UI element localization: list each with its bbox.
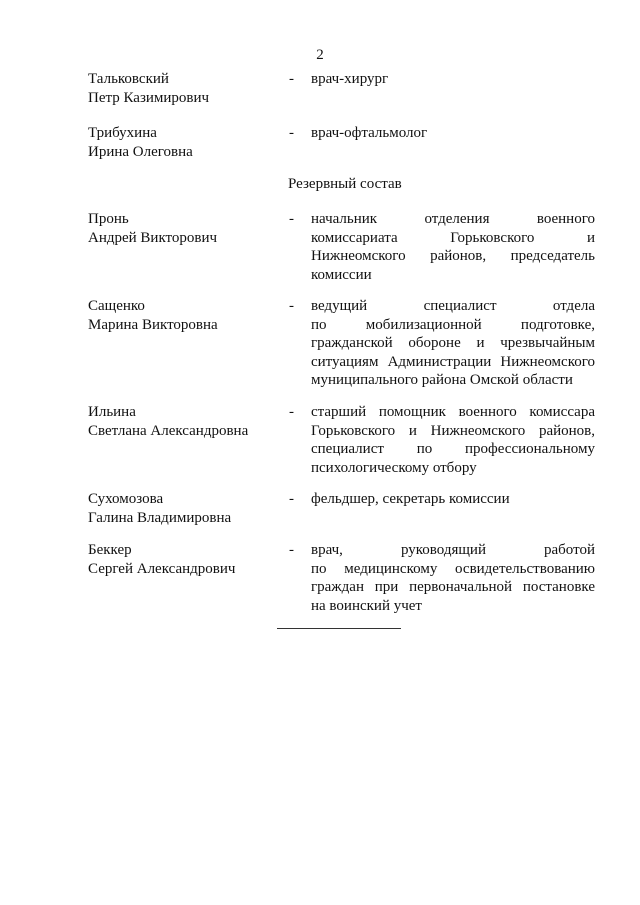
member-role	[311, 124, 595, 143]
page-number: 2	[316, 47, 324, 63]
role-line: комиссии	[311, 266, 372, 283]
member-last-name: Трибухина	[88, 125, 157, 141]
member-name	[88, 490, 278, 527]
member-last-name: Сащенко	[88, 298, 145, 314]
role-line: по мобилизационной подготовке,	[311, 316, 595, 333]
role-line: муниципального района Омской области	[311, 372, 573, 388]
role-line: ситуациям Администрации Нижнеомского	[311, 353, 595, 370]
member-name	[88, 297, 278, 334]
role-line: Горьковского и Нижнеомского районов,	[311, 422, 595, 439]
member-last-name: Тальковский	[88, 71, 169, 87]
member-name	[88, 124, 278, 161]
role-line: граждан при первоначальной постановке	[311, 579, 595, 595]
dash: -	[289, 125, 294, 141]
reserve-section-title: Резервный состав	[288, 176, 402, 192]
role-line: врач, руководящий работой	[311, 542, 595, 558]
role-line: фельдшер, секретарь комиссии	[311, 491, 510, 507]
member-name	[88, 210, 278, 247]
member-role	[311, 297, 595, 390]
role-line: врач-офтальмолог	[311, 125, 428, 141]
role-line: комиссариата Горьковского и	[311, 229, 595, 246]
member-first-names: Галина Владимировна	[88, 509, 232, 526]
role-line: Нижнеомского районов, председатель	[311, 248, 595, 264]
role-line: по медицинскому освидетельствованию	[311, 560, 595, 577]
member-first-names: Светлана Александровна	[88, 422, 249, 439]
end-separator-line	[277, 628, 401, 629]
role-line: врач-хирург	[311, 71, 389, 87]
member-role	[311, 490, 595, 509]
member-name	[88, 541, 278, 578]
role-line: начальник отделения военного	[311, 211, 595, 227]
dash: -	[289, 542, 294, 558]
member-first-names: Сергей Александрович	[88, 560, 236, 577]
member-first-names: Андрей Викторович	[88, 229, 218, 246]
dash: -	[289, 211, 294, 227]
member-last-name: Беккер	[88, 542, 132, 558]
member-first-names: Ирина Олеговна	[88, 143, 193, 160]
dash: -	[289, 491, 294, 507]
member-role	[311, 70, 595, 89]
member-role	[311, 403, 595, 477]
role-line: гражданской обороне и чрезвычайным	[311, 335, 595, 351]
member-role	[311, 210, 595, 284]
role-line: специалист по профессиональному	[311, 441, 595, 457]
role-line: психологическому отбору	[311, 459, 477, 476]
member-last-name: Сухомозова	[88, 491, 164, 507]
role-line: старший помощник военного комиссара	[311, 404, 595, 420]
member-role	[311, 541, 595, 615]
member-first-names: Марина Викторовна	[88, 316, 218, 333]
role-line: ведущий специалист отдела	[311, 298, 595, 314]
member-last-name: Ильина	[88, 404, 136, 420]
member-name	[88, 403, 278, 440]
dash: -	[289, 298, 294, 314]
member-first-names: Петр Казимирович	[88, 89, 210, 106]
dash: -	[289, 71, 294, 87]
role-line: на воинский учет	[311, 597, 422, 614]
member-last-name: Пронь	[88, 211, 129, 227]
member-name	[88, 70, 278, 107]
dash: -	[289, 404, 294, 420]
